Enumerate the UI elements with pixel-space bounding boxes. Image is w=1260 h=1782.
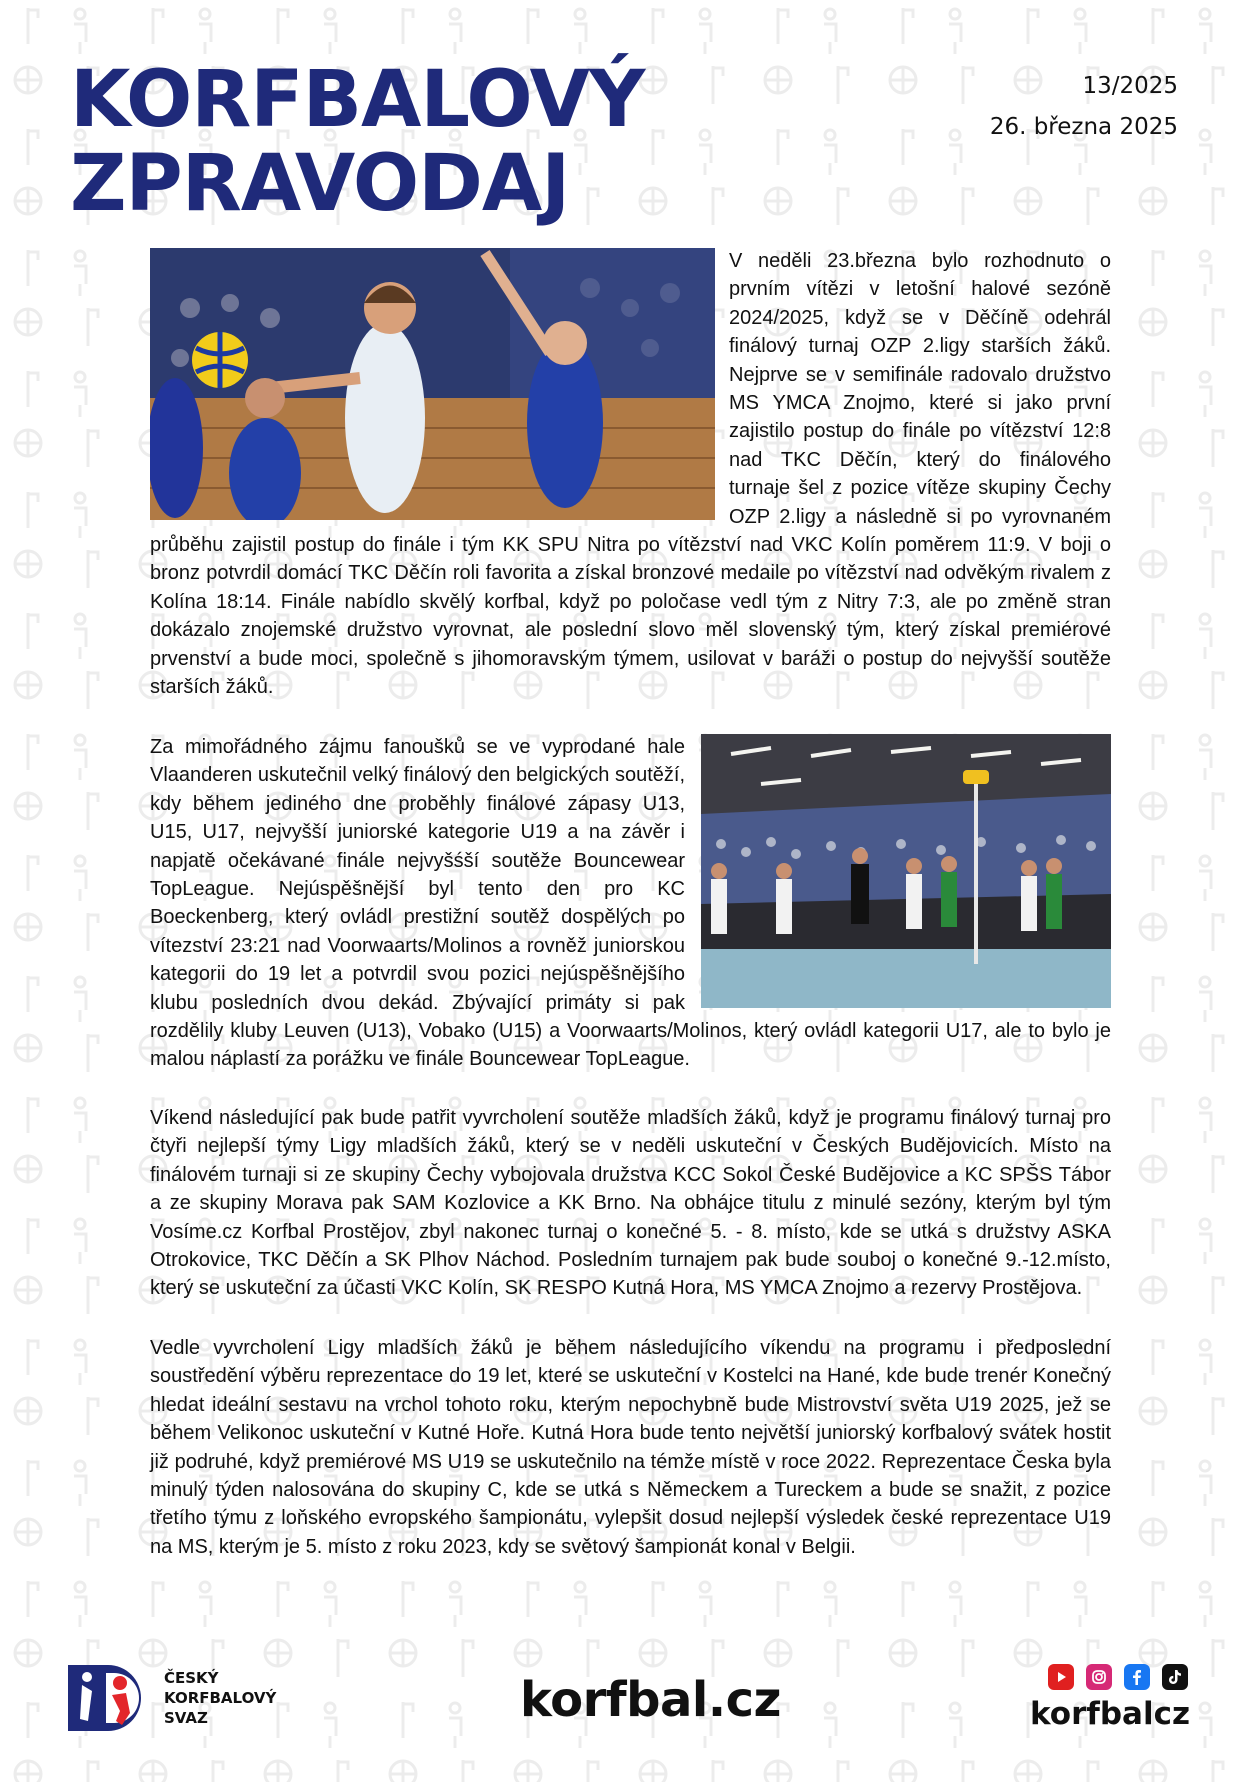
issue-info: [990, 66, 1178, 148]
newsletter-title: [70, 55, 645, 229]
article-paragraph-4: [150, 1334, 1111, 1561]
belgian-final-photo: [701, 734, 1111, 1008]
federation-name-line2: KORFBALOVÝ: [164, 1689, 277, 1707]
federation-name-line3: SVAZ: [164, 1709, 208, 1727]
paragraph-4-text: Vedle vyvrcholení Ligy mladších žáků je během následujícího víkendu na programu i předposlední soustředění výběru reprezentace do 19 let, které se uskuteční v Kostelci na Hané, kde bude trenér Konečný hledat ideální sestavu na vrchol tohoto roku, kterým nepochybně bude Mistrovství světa U19 2025, jež se během Velikonoc uskuteční v Kutné Hoře. Kutná Hora bude tento největší juniorský korfbalový svátek hostit již podruhé, když premiérové MS U19 se uskutečnilo na témže místě v roce 2022. Reprezentace Česka byla minulý týden nalosována do skupiny C, kde se utká s Německem a Tureckem a bude se snažit, z pozice třetího týmu z loňského evropského šampionátu, vylepšit dosud nejlepší výsledek české reprezentace U19 na MS, kterým je 5. místo z roku 2023, kdy se světový šampionát konal v Belgii.: [150, 1337, 1111, 1558]
title-line-2: ZPRAVODAJ: [70, 139, 570, 229]
social-icon-row: [1048, 1664, 1188, 1690]
article-paragraph-2: [150, 733, 1111, 1074]
social-media: [1030, 1664, 1190, 1732]
issue-number: 13/2025: [1082, 73, 1178, 99]
federation-logo-icon: [68, 1665, 144, 1731]
paragraph-3-text: Víkend následující pak bude patřit vyvrcholení soutěže mladších žáků, když je programu finálový turnaj pro čtyři nejlepší týmy Ligy mladších žáků, který se v neděli uskuteční v Českých Budějovicích. Místo na finálovém turnaji si ze skupiny Čechy vybojovala družstva KCC Sokol České Budějovice a KC SPŠS Tábor a ze skupiny Morava pak SAM Kozlovice a KK Brno. Na obhájce titulu z minulé sezóny, kterým byl tým Vosíme.cz Korfbal Prostějov, zbyl nakonec turnaj o konečné 5. - 8. místo, kde se utká s družstvy ASKA Otrokovice, TKC Děčín a SK Plhov Náchod. Posledním turnajem pak bude souboj o konečné 9.-12.místo, který se uskuteční za účasti VKC Kolín, SK RESPO Kutná Hora, MS YMCA Znojmo a rezervy Prostějova.: [150, 1107, 1111, 1300]
tiktok-icon[interactable]: [1162, 1664, 1188, 1690]
issue-date: 26. března 2025: [989, 114, 1178, 140]
website-link[interactable]: korfbal.cz: [520, 1672, 781, 1728]
paragraph-2-text: Za mimořádného zájmu fanoušků se ve vyprodané hale Vlaanderen uskutečnil velký finálový den belgických soutěží, kdy během jediného dne proběhly finálové zápasy U13, U15, U17, nejvyšší juniorské kategorie U19 a na závěr i napjatě očekávané finále nejvyšśší soutěže Bouncewear TopLeague. Nejúspěšnější byl tento den pro KC Boeckenberg, který ovládl prestižní soutěž dospělých po vítezství 23:21 nad Voorwaarts/Molinos a rovněž juniorskou kategorii do 19 let a potvrdil svou pozici nejúspěšnějšího klubu posledních dvou dekád. Zbývající primáty si pak rozdělily kluby Leuven (U13), Vobako (U15) a Voorwaarts/Molinos, který ovládl kategorii U17, ale to bylo je malou náplastí za porážku ve finále Bouncewear TopLeague.: [150, 736, 1111, 1071]
instagram-icon[interactable]: [1086, 1664, 1112, 1690]
federation-name: [164, 1668, 276, 1728]
federation-logo[interactable]: [68, 1665, 276, 1731]
youth-korfball-photo: [150, 248, 715, 520]
paragraph-1-text: V neděli 23.března bylo rozhodnuto o prvním vítězi v letošní halové sezóně 2024/2025, když se v Děčíně odehrál finálový turnaj OZP 2.ligy starších žáků. Nejprve se v semifinále radovalo družstvo MS YMCA Znojmo, které si jako první zajistilo postup do finále po vítězství 12:8 nad TKC Děčín, který do finálového turnaje šel z pozice vítěze skupiny Čechy OZP 2.ligy a následně si po vyrovnaném průběhu zajistil postup do finále i tým KK SPU Nitra po vítězství nad VKC Kolín poměrem 11:9. V boji o bronz potvrdil domácí TKC Děčín roli favorita a získal bronzové medaile po vítězství nad odvěkým rivalem z Kolína 18:14. Finále nabídlo skvělý korfbal, když po poločase vedl tým z Nitry 7:3, ale po změně stran dokázalo znojemské družstvo vyrovnat, ale poslední slovo měl slovenský tým, který získal premiérové prvenství a bude moci, společně s jihomoravským týmem, usilovat v baráži o postup do nejvyšší soutěže starších žáků.: [150, 250, 1111, 699]
youtube-icon[interactable]: [1048, 1664, 1074, 1690]
title-line-1: KORFBALOVÝ: [70, 55, 645, 145]
article-paragraph-1: [150, 247, 1111, 702]
social-handle[interactable]: korfbalcz: [1029, 1696, 1190, 1732]
federation-name-line1: ČESKÝ: [164, 1669, 219, 1687]
article-paragraph-3: [150, 1104, 1111, 1303]
facebook-icon[interactable]: [1124, 1664, 1150, 1690]
